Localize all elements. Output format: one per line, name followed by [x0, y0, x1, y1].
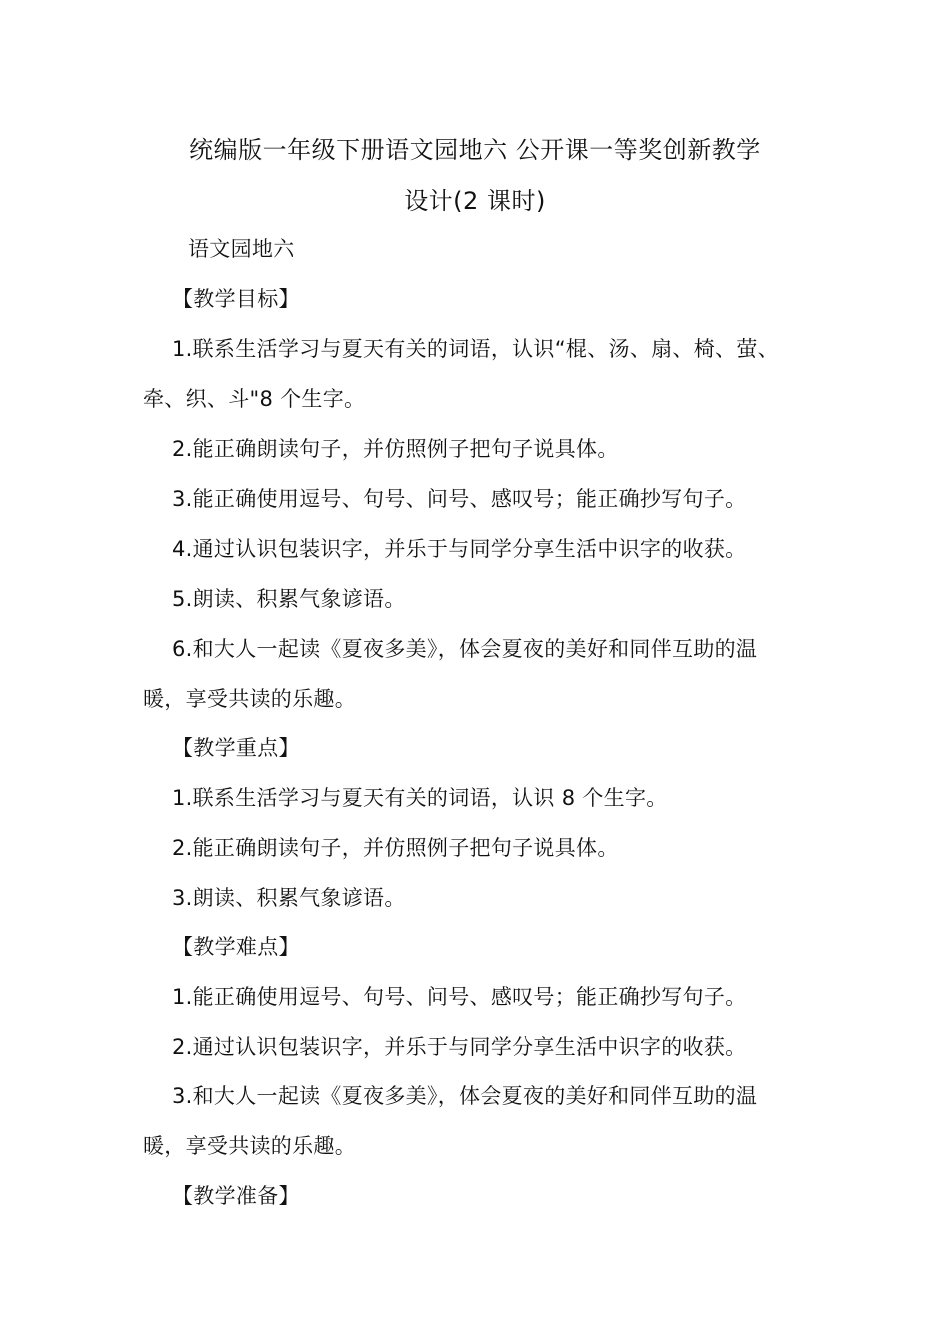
difficulty-item-3: 3.和大人一起读《夏夜多美》，体会夏夜的美好和同伴互助的温: [172, 1084, 758, 1108]
difficulty-item-2: 2.通过认识包装识字，并乐于与同学分享生活中识字的收获。: [172, 1035, 747, 1059]
section-heading-difficulties: 【教学难点】: [172, 935, 300, 959]
goal-item-5: 5.朗读、积累气象谚语。: [172, 587, 406, 611]
document-title-line-2: 设计(2 课时): [404, 187, 546, 215]
goal-item-3: 3.能正确使用逗号、句号、问号、感叹号；能正确抄写句子。: [172, 487, 747, 511]
section-heading-goals: 【教学目标】: [172, 287, 300, 311]
document-title-line-1: 统编版一年级下册语文园地六 公开课一等奖创新教学: [189, 136, 761, 164]
key-item-3: 3.朗读、积累气象谚语。: [172, 886, 406, 910]
section-heading-key-points: 【教学重点】: [172, 736, 300, 760]
difficulty-item-1: 1.能正确使用逗号、句号、问号、感叹号；能正确抄写句子。: [172, 985, 747, 1009]
difficulty-item-3-continued: 暖，享受共读的乐趣。: [143, 1134, 356, 1158]
goal-item-1: 1.联系生活学习与夏天有关的词语，认识“棍、汤、扇、椅、萤、: [172, 337, 779, 361]
subtitle: 语文园地六: [188, 237, 295, 261]
key-item-2: 2.能正确朗读句子，并仿照例子把句子说具体。: [172, 836, 619, 860]
goal-item-1-continued: 牵、织、斗"8 个生字。: [143, 387, 366, 411]
key-item-1: 1.联系生活学习与夏天有关的词语，认识 8 个生字。: [172, 786, 668, 810]
goal-item-4: 4.通过认识包装识字，并乐于与同学分享生活中识字的收获。: [172, 537, 747, 561]
goal-item-6: 6.和大人一起读《夏夜多美》，体会夏夜的美好和同伴互助的温: [172, 637, 758, 661]
goal-item-2: 2.能正确朗读句子，并仿照例子把句子说具体。: [172, 437, 619, 461]
goal-item-6-continued: 暖，享受共读的乐趣。: [143, 687, 356, 711]
section-heading-preparation: 【教学准备】: [172, 1184, 300, 1208]
